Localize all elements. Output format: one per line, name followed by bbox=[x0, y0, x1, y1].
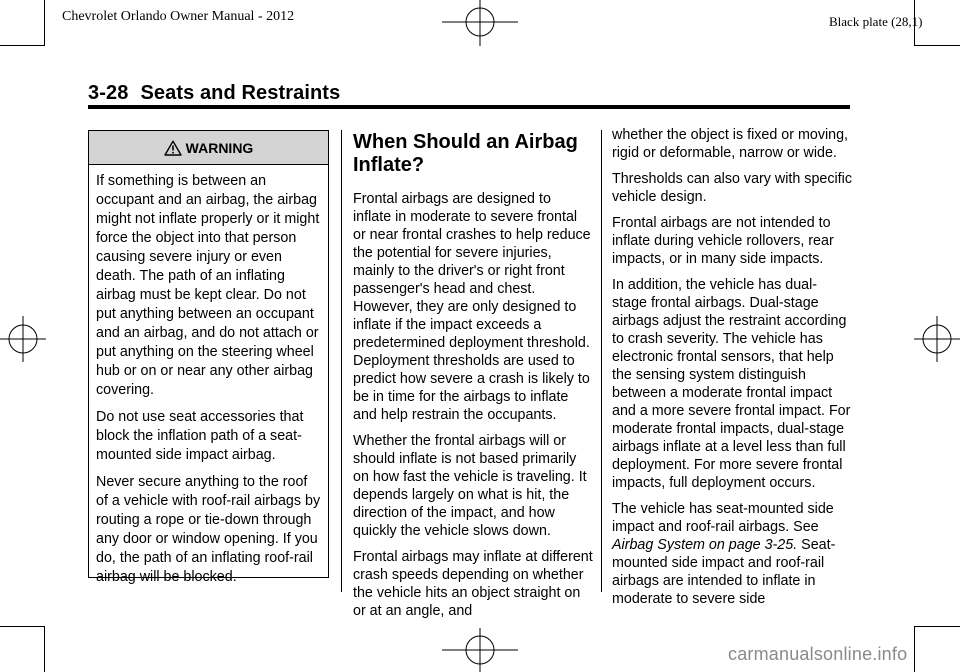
article-column-2 bbox=[353, 130, 593, 628]
article-paragraph: Frontal airbags are not intended to inflate during vehicle rollovers, rear impacts, or in many side impacts. bbox=[612, 215, 834, 267]
registration-mark-icon bbox=[442, 0, 518, 46]
registration-mark-icon bbox=[914, 316, 960, 362]
column-divider bbox=[601, 130, 602, 592]
article-paragraph: whether the object is fixed or moving, rigid or deformable, narrow or wide. bbox=[612, 127, 849, 161]
section-title: Seats and Restraints bbox=[140, 82, 341, 104]
registration-mark-icon bbox=[442, 628, 518, 672]
article-heading: When Should an Airbag Inflate? bbox=[353, 131, 578, 176]
article-paragraph: Frontal airbags may inflate at different crash speeds depending on whether the vehicle hits an object straight on or at an angle, and bbox=[353, 549, 593, 619]
crop-mark bbox=[915, 45, 960, 46]
crop-mark bbox=[0, 626, 44, 627]
paragraph-text: The vehicle has seat-mounted side impact and roof-rail airbags. See bbox=[612, 501, 834, 535]
warning-paragraph: Do not use seat accessories that block the inflation path of a seat-mounted side impact airbag. bbox=[96, 409, 304, 463]
article-column-3 bbox=[612, 126, 852, 616]
article-paragraph: In addition, the vehicle has dual-stage frontal airbags. Dual-stage airbags adjust the restraint according to crash severity. The vehicle has electronic frontal sensors, that help the sensing system distinguish between a moderate frontal impact and a more severe frontal impact. For moderate frontal impacts, dual-stage airbags inflate at a level less than full deployment. For more severe frontal impacts, full deployment occurs. bbox=[612, 277, 851, 491]
heading-rule bbox=[88, 105, 850, 109]
crop-mark bbox=[914, 626, 915, 672]
crop-mark bbox=[44, 626, 45, 672]
paragraph-text: Seat-mounted side impact and roof-rail airbags are intended to inflate in moderate to severe side bbox=[612, 537, 836, 607]
crop-mark bbox=[44, 0, 45, 46]
warning-header bbox=[89, 131, 328, 165]
article-paragraph: Frontal airbags are designed to inflate in moderate to severe frontal or near frontal crashes to help reduce the potential for severe injuries, mainly to the driver's or right front passenger's head and chest. However, they are only designed to inflate if the impact exceeds a predetermined deployment threshold. Deployment thresholds are used to predict how severe a crash is likely to be in time for the airbags to inflate and help restrain the occupants. bbox=[353, 191, 591, 423]
watermark: carmanualsonline.info bbox=[728, 644, 908, 664]
warning-label: WARNING bbox=[185, 139, 254, 156]
registration-mark-icon bbox=[0, 316, 46, 362]
warning-box bbox=[88, 130, 329, 585]
warning-paragraph: Never secure anything to the roof of a vehicle with roof-rail airbags by routing a rope or tie-down through any door or window opening. If you do, the path of an inflating roof-rail airbag will be blocked. bbox=[96, 474, 321, 585]
section-heading bbox=[88, 82, 340, 105]
crop-mark bbox=[0, 45, 44, 46]
article-paragraph: Thresholds can also vary with specific vehicle design. bbox=[612, 171, 852, 205]
warning-paragraph: If something is between an occupant and an airbag, the airbag might not inflate properly or it might force the object into that person causing severe injury or even death. The path of an inflating airbag must be kept clear. Do not put anything between an occupant and an airbag, and do not attach or put anything on the steering wheel hub or on or near any other airbag covering. bbox=[96, 173, 320, 398]
plate-label: Black plate (28,1) bbox=[829, 14, 923, 29]
page-number: 3-28 bbox=[88, 82, 129, 104]
article-paragraph bbox=[612, 500, 852, 608]
cross-reference-link[interactable]: Airbag System on page 3-25. bbox=[612, 537, 798, 553]
warning-body bbox=[89, 165, 328, 587]
manual-title: Chevrolet Orlando Owner Manual - 2012 bbox=[62, 9, 295, 24]
column-divider bbox=[341, 130, 342, 592]
crop-mark bbox=[915, 626, 960, 627]
article-paragraph: Whether the frontal airbags will or should inflate is not based primarily on how fast the vehicle is traveling. It depends largely on what is hit, the direction of the impact, and how quickly the vehicle slows down. bbox=[353, 433, 587, 539]
warning-triangle-icon bbox=[164, 140, 182, 156]
